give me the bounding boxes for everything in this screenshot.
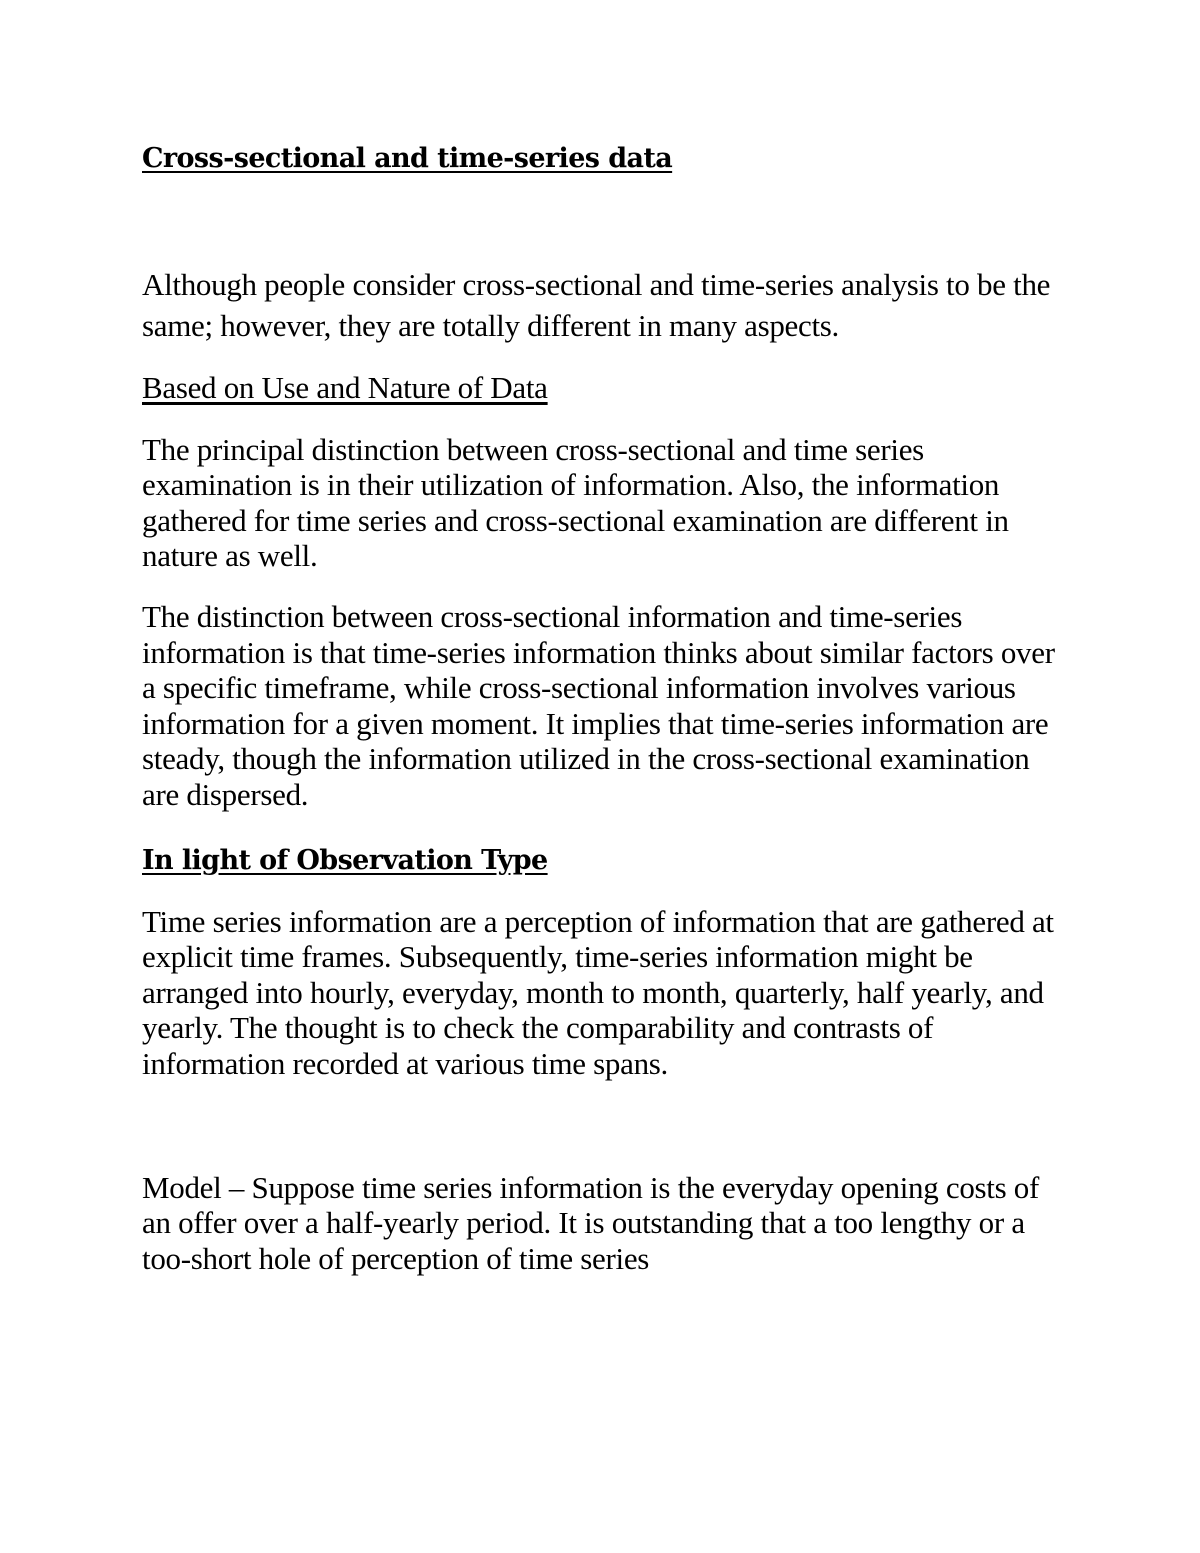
document-body: [142, 138, 1062, 1276]
intro-paragraph: Although people consider cross-sectional and time-series analysis to be the same; however, they are totally different in many aspects.: [142, 267, 1051, 343]
paragraph-time-series: Time series information are a perception of information that are gathered at explicit time frames. Subsequently, time-series information might be arranged into hourly, everyday, month to month, quarterly, half yearly, and yearly. The thought is to check the comparability and contrasts of information recorded at various time spans.: [142, 903, 1054, 1081]
paragraph-model-example: Model – Suppose time series information is the everyday opening costs of an offer over a half-yearly period. It is outstanding that a too lengthy or a too-short hole of perception of time series: [142, 1169, 1040, 1276]
section-heading-use-nature: Based on Use and Nature of Data: [142, 370, 548, 405]
paragraph-principal-distinction: The principal distinction between cross-sectional and time series examination is in their utilization of information. Also, the information gathered for time series and cross-sectional examination are different in nature as well.: [142, 431, 1009, 574]
paragraph-distinction-detail: The distinction between cross-sectional information and time-series information is that time-series information thinks about similar factors over a specific timeframe, while cross-sectional information involves various information for a given moment. It implies that time-series information are steady, though the information utilized in the cross-sectional examination are dispersed.: [142, 598, 1055, 812]
section-heading-observation-type: In light of Observation Type: [142, 844, 548, 876]
document-title: Cross-sectional and time-series data: [142, 143, 673, 174]
